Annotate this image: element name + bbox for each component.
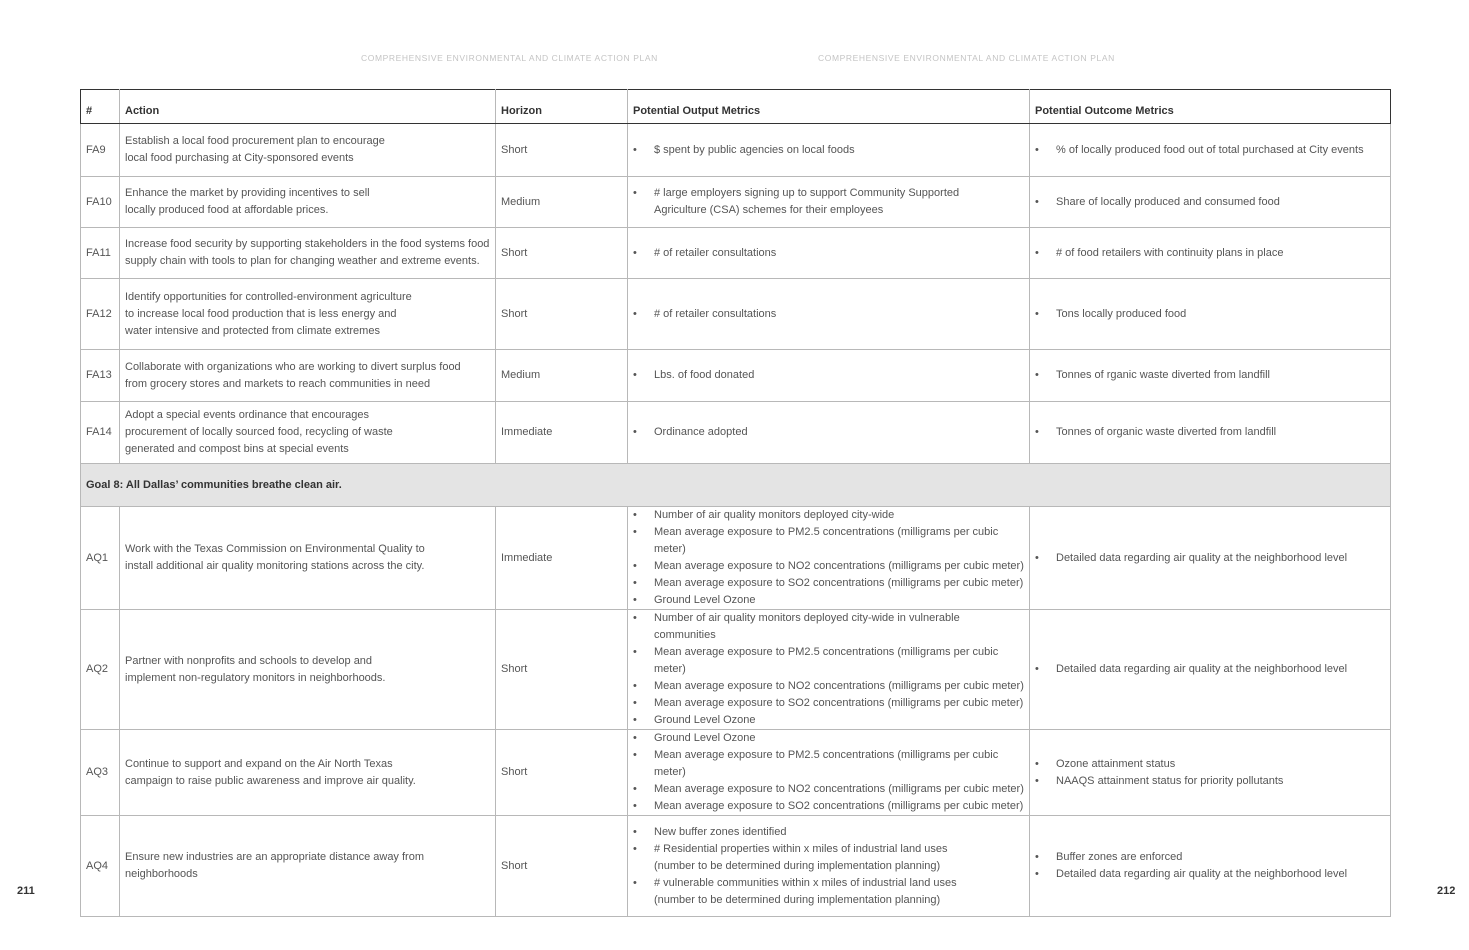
action-id-cell bbox=[81, 730, 120, 816]
column-header-id: # bbox=[81, 90, 120, 124]
action-description-cell-text: Work with the Texas Commission on Environmental Quality to install additional air quality monitoring stations across the city. bbox=[125, 543, 425, 572]
metric-item: • Ground Level Ozone bbox=[633, 592, 1024, 609]
action-description-cell-text: Enhance the market by providing incentives to sell locally produced food at affordable prices. bbox=[125, 187, 370, 216]
action-description-cell-text: Identify opportunities for controlled-environment agriculture to increase local food production that is less energy and water intensive and protected from climate extremes bbox=[125, 290, 412, 337]
action-id-cell bbox=[81, 402, 120, 464]
action-description-cell bbox=[120, 124, 496, 177]
horizon-cell bbox=[496, 507, 628, 610]
action-id-cell bbox=[81, 507, 120, 610]
metric-item: • # vulnerable communities within x miles of industrial land uses (number to be determined during implementation planning) bbox=[633, 875, 1024, 909]
action-id-cell-text: FA14 bbox=[86, 426, 112, 438]
metric-item: • # of retailer consultations bbox=[633, 245, 1024, 262]
metric-item: • Mean average exposure to NO2 concentrations (milligrams per cubic meter) bbox=[633, 781, 1024, 798]
horizon-cell-text: Short bbox=[501, 246, 528, 259]
outcome-metrics-cell-list bbox=[1035, 661, 1385, 678]
action-id-cell-text: FA10 bbox=[86, 195, 112, 208]
action-description-cell bbox=[120, 350, 496, 402]
output-metrics-cell-list bbox=[633, 730, 1024, 815]
action-description-cell bbox=[120, 177, 496, 228]
metric-item: • Mean average exposure to SO2 concentrations (milligrams per cubic meter) bbox=[633, 695, 1024, 712]
output-metrics-cell bbox=[628, 816, 1030, 917]
metric-item: • Number of air quality monitors deployed city-wide in vulnerable communities bbox=[633, 610, 1024, 644]
metric-item: • Mean average exposure to PM2.5 concentrations (milligrams per cubic meter) bbox=[633, 644, 1024, 678]
metric-item: • NAAQS attainment status for priority pollutants bbox=[1035, 773, 1385, 790]
action-id-cell-text: FA13 bbox=[86, 369, 112, 381]
output-metrics-cell-list bbox=[633, 367, 1024, 384]
horizon-cell-text: Short bbox=[501, 766, 528, 778]
action-id-cell-text: AQ3 bbox=[86, 766, 109, 778]
metric-item: • Tons locally produced food bbox=[1035, 306, 1385, 323]
goal-row bbox=[81, 464, 1391, 507]
metric-item: • Ozone attainment status bbox=[1035, 756, 1385, 773]
horizon-cell-text: Medium bbox=[501, 195, 541, 208]
outcome-metrics-cell-list bbox=[1035, 194, 1385, 211]
outcome-metrics-cell bbox=[1030, 228, 1391, 279]
output-metrics-cell bbox=[628, 124, 1030, 177]
action-description-cell bbox=[120, 610, 496, 730]
outcome-metrics-cell-list bbox=[1035, 424, 1385, 441]
metric-item: • Detailed data regarding air quality at the neighborhood level bbox=[1035, 661, 1385, 678]
action-description-cell-text: Establish a local food procurement plan to encourage local food purchasing at City-sponsored events bbox=[125, 135, 385, 164]
horizon-cell-text: Short bbox=[501, 859, 528, 872]
horizon-cell-text: Short bbox=[501, 307, 528, 320]
action-description-cell-text: Collaborate with organizations who are working to divert surplus food from grocery stores and markets to reach communities in need bbox=[125, 360, 461, 390]
metric-item: • # of food retailers with continuity plans in place bbox=[1035, 245, 1385, 262]
outcome-metrics-cell bbox=[1030, 730, 1391, 816]
metric-item: • # Residential properties within x miles of industrial land uses (number to be determined during implementation planning) bbox=[633, 841, 1024, 875]
action-id-cell-text: AQ4 bbox=[86, 859, 109, 872]
action-description-cell bbox=[120, 816, 496, 917]
action-id-cell bbox=[81, 124, 120, 177]
output-metrics-cell bbox=[628, 402, 1030, 464]
table-row bbox=[81, 228, 1391, 279]
action-description-cell bbox=[120, 507, 496, 610]
metric-item: • Ordinance adopted bbox=[633, 424, 1024, 441]
action-id-cell-text: FA11 bbox=[86, 246, 111, 259]
output-metrics-cell-list bbox=[633, 185, 1024, 219]
outcome-metrics-cell bbox=[1030, 124, 1391, 177]
output-metrics-cell bbox=[628, 350, 1030, 402]
column-header-output-metrics: Potential Output Metrics bbox=[628, 90, 1030, 124]
metric-item: • Tonnes of rganic waste diverted from landfill bbox=[1035, 367, 1385, 384]
running-header-right: COMPREHENSIVE ENVIRONMENTAL AND CLIMATE ACTION PLAN bbox=[818, 53, 1115, 63]
outcome-metrics-cell-list bbox=[1035, 756, 1385, 790]
horizon-cell bbox=[496, 350, 628, 402]
output-metrics-cell-list bbox=[633, 142, 1024, 159]
output-metrics-cell-list bbox=[633, 824, 1024, 909]
horizon-cell bbox=[496, 279, 628, 350]
action-id-cell-text: AQ2 bbox=[86, 663, 109, 675]
metric-item: • Mean average exposure to SO2 concentrations (milligrams per cubic meter) bbox=[633, 798, 1024, 815]
action-id-cell-text: FA9 bbox=[86, 143, 106, 156]
output-metrics-cell-list bbox=[633, 610, 1024, 729]
action-description-cell-text: Ensure new industries are an appropriate distance away from neighborhoods bbox=[125, 851, 424, 880]
output-metrics-cell bbox=[628, 228, 1030, 279]
outcome-metrics-cell bbox=[1030, 507, 1391, 610]
outcome-metrics-cell-list bbox=[1035, 849, 1385, 883]
outcome-metrics-cell bbox=[1030, 816, 1391, 917]
action-metrics-table bbox=[80, 89, 1391, 917]
metric-item: • $ spent by public agencies on local foods bbox=[633, 142, 1024, 159]
action-description-cell bbox=[120, 228, 496, 279]
output-metrics-cell bbox=[628, 507, 1030, 610]
outcome-metrics-cell bbox=[1030, 402, 1391, 464]
metric-item: • # large employers signing up to support Community Supported Agriculture (CSA) schemes for their employees bbox=[633, 185, 1024, 219]
outcome-metrics-cell bbox=[1030, 177, 1391, 228]
outcome-metrics-cell-list bbox=[1035, 550, 1385, 567]
action-id-cell-text: AQ1 bbox=[86, 551, 109, 564]
horizon-cell-text: Immediate bbox=[501, 426, 553, 438]
table-row bbox=[81, 402, 1391, 464]
action-description-cell-text: Increase food security by supporting stakeholders in the food systems food supply chain with tools to plan for changing weather and extreme events. bbox=[125, 238, 490, 267]
goal-heading: Goal 8: All Dallas’ communities breathe clean air. bbox=[81, 464, 1391, 507]
output-metrics-cell bbox=[628, 610, 1030, 730]
action-description-cell bbox=[120, 730, 496, 816]
table-row bbox=[81, 177, 1391, 228]
table-row bbox=[81, 730, 1391, 816]
action-description-cell-text: Adopt a special events ordinance that encourages procurement of locally sourced food, recycling of waste generated and compost bins at special events bbox=[125, 409, 393, 455]
action-id-cell bbox=[81, 279, 120, 350]
outcome-metrics-cell bbox=[1030, 610, 1391, 730]
metric-item: • # of retailer consultations bbox=[633, 306, 1024, 323]
metric-item: • Mean average exposure to NO2 concentrations (milligrams per cubic meter) bbox=[633, 678, 1024, 695]
metric-item: • Ground Level Ozone bbox=[633, 712, 1024, 729]
horizon-cell-text: Short bbox=[501, 143, 528, 156]
page-number-right: 212 bbox=[1437, 885, 1456, 897]
metric-item: • Mean average exposure to SO2 concentrations (milligrams per cubic meter) bbox=[633, 575, 1024, 592]
metric-item: • Detailed data regarding air quality at the neighborhood level bbox=[1035, 550, 1385, 567]
action-description-cell bbox=[120, 402, 496, 464]
table-row bbox=[81, 124, 1391, 177]
output-metrics-cell bbox=[628, 279, 1030, 350]
horizon-cell-text: Medium bbox=[501, 369, 541, 381]
metric-item: • % of locally produced food out of total purchased at City events bbox=[1035, 142, 1385, 159]
table-header-row bbox=[81, 90, 1391, 124]
horizon-cell bbox=[496, 816, 628, 917]
action-id-cell bbox=[81, 350, 120, 402]
metric-item: • Number of air quality monitors deployed city-wide bbox=[633, 507, 1024, 524]
column-header-action: Action bbox=[120, 90, 496, 124]
outcome-metrics-cell bbox=[1030, 350, 1391, 402]
horizon-cell-text: Short bbox=[501, 663, 528, 675]
horizon-cell bbox=[496, 730, 628, 816]
metric-item: • Share of locally produced and consumed food bbox=[1035, 194, 1385, 211]
outcome-metrics-cell-list bbox=[1035, 142, 1385, 159]
outcome-metrics-cell-list bbox=[1035, 306, 1385, 323]
outcome-metrics-cell-list bbox=[1035, 245, 1385, 262]
metric-item: • Mean average exposure to PM2.5 concentrations (milligrams per cubic meter) bbox=[633, 524, 1024, 558]
horizon-cell bbox=[496, 177, 628, 228]
horizon-cell bbox=[496, 402, 628, 464]
action-id-cell bbox=[81, 177, 120, 228]
metric-item: • New buffer zones identified bbox=[633, 824, 1024, 841]
metric-item: • Buffer zones are enforced bbox=[1035, 849, 1385, 866]
outcome-metrics-cell bbox=[1030, 279, 1391, 350]
action-description-cell-text: Continue to support and expand on the Air North Texas campaign to raise public awareness and improve air quality. bbox=[125, 757, 416, 787]
metric-item: • Ground Level Ozone bbox=[633, 730, 1024, 747]
horizon-cell-text: Immediate bbox=[501, 551, 553, 564]
table-row bbox=[81, 610, 1391, 730]
action-id-cell bbox=[81, 228, 120, 279]
action-id-cell bbox=[81, 816, 120, 917]
column-header-horizon: Horizon bbox=[496, 90, 628, 124]
output-metrics-cell-list bbox=[633, 306, 1024, 323]
metric-item: • Mean average exposure to PM2.5 concentrations (milligrams per cubic meter) bbox=[633, 747, 1024, 781]
output-metrics-cell bbox=[628, 730, 1030, 816]
horizon-cell bbox=[496, 610, 628, 730]
metric-item: • Detailed data regarding air quality at the neighborhood level bbox=[1035, 866, 1385, 883]
action-id-cell-text: FA12 bbox=[86, 307, 112, 320]
action-description-cell-text: Partner with nonprofits and schools to develop and implement non-regulatory monitors in neighborhoods. bbox=[125, 654, 386, 684]
metric-item: • Tonnes of organic waste diverted from landfill bbox=[1035, 424, 1385, 441]
output-metrics-cell-list bbox=[633, 245, 1024, 262]
table-row bbox=[81, 816, 1391, 917]
outcome-metrics-cell-list bbox=[1035, 367, 1385, 384]
table-row bbox=[81, 279, 1391, 350]
table-row bbox=[81, 350, 1391, 402]
page-number-left: 211 bbox=[17, 885, 35, 897]
action-id-cell bbox=[81, 610, 120, 730]
horizon-cell bbox=[496, 124, 628, 177]
output-metrics-cell-list bbox=[633, 424, 1024, 441]
table-row bbox=[81, 507, 1391, 610]
action-description-cell bbox=[120, 279, 496, 350]
running-header-left: COMPREHENSIVE ENVIRONMENTAL AND CLIMATE ACTION PLAN bbox=[361, 53, 658, 63]
metric-item: • Lbs. of food donated bbox=[633, 367, 1024, 384]
horizon-cell bbox=[496, 228, 628, 279]
output-metrics-cell-list bbox=[633, 507, 1024, 609]
metric-item: • Mean average exposure to NO2 concentrations (milligrams per cubic meter) bbox=[633, 558, 1024, 575]
output-metrics-cell bbox=[628, 177, 1030, 228]
column-header-outcome-metrics: Potential Outcome Metrics bbox=[1030, 90, 1391, 124]
